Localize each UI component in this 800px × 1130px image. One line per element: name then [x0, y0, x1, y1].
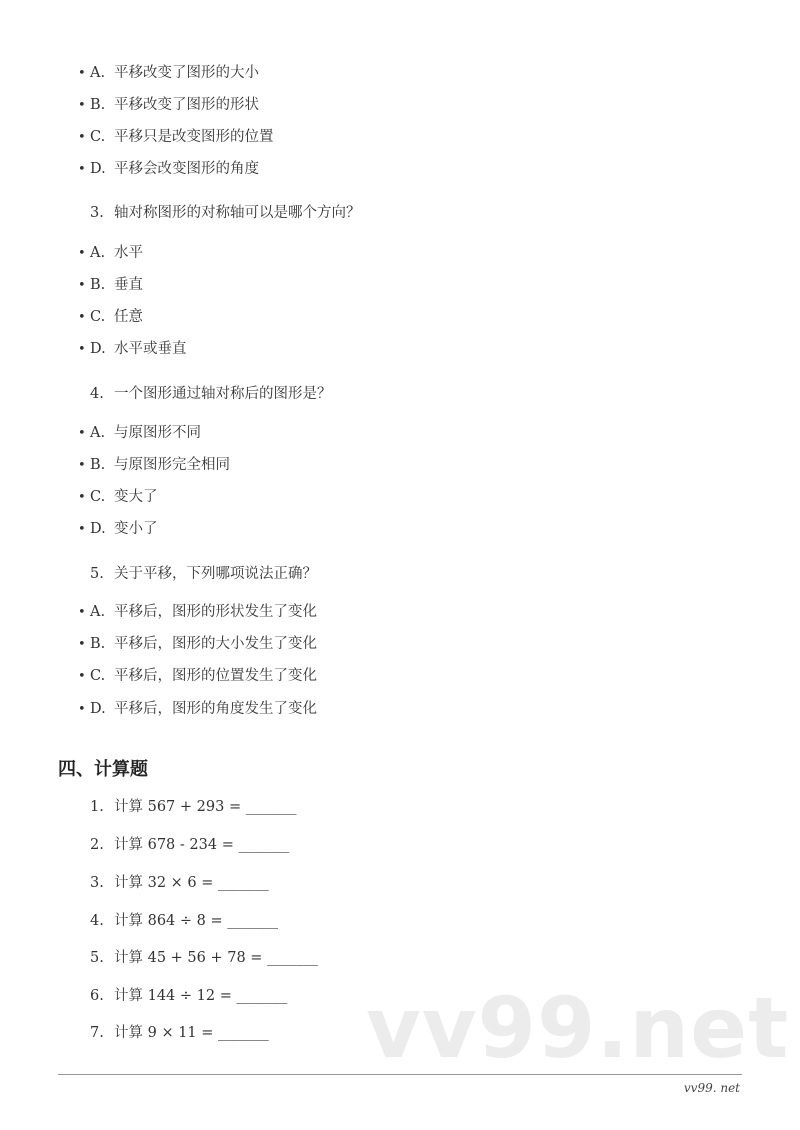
option-text: 水平或垂直 — [114, 341, 187, 357]
option-text: 平移后，图形的形状发生了变化 — [114, 604, 317, 620]
option-item — [78, 486, 158, 508]
calc-text: 计算 678 - 234 = _______ — [114, 837, 290, 853]
bullet-icon: • — [78, 342, 86, 357]
footer-divider — [58, 1074, 742, 1075]
option-item — [78, 274, 143, 296]
calc-number: 3. — [90, 875, 104, 891]
option-text: 水平 — [114, 245, 143, 261]
bullet-icon: • — [78, 637, 86, 652]
question-3 — [90, 202, 361, 224]
option-item — [78, 94, 259, 116]
calc-item — [90, 834, 289, 856]
option-item — [78, 158, 259, 180]
option-item — [78, 698, 317, 720]
calc-item — [90, 1022, 269, 1044]
option-text: 平移改变了图形的形状 — [114, 97, 259, 113]
option-item — [78, 338, 187, 360]
option-letter: A. — [90, 604, 106, 620]
question-5 — [90, 563, 317, 585]
bullet-icon: • — [78, 522, 86, 537]
bullet-icon: • — [78, 310, 86, 325]
footer-site-label: vv99. net — [683, 1081, 740, 1095]
calc-number: 5. — [90, 950, 104, 966]
calc-number: 2. — [90, 837, 104, 853]
calc-text: 计算 864 ÷ 8 = _______ — [114, 913, 278, 929]
option-letter: D. — [90, 161, 106, 177]
bullet-icon: • — [78, 490, 86, 505]
option-letter: B. — [90, 636, 106, 652]
option-text: 平移只是改变图形的位置 — [114, 129, 274, 145]
bullet-icon: • — [78, 246, 86, 261]
option-text: 与原图形完全相同 — [114, 457, 230, 473]
option-item — [78, 665, 317, 687]
calc-text: 计算 32 × 6 = _______ — [114, 875, 269, 891]
option-letter: C. — [90, 309, 106, 325]
option-letter: B. — [90, 277, 106, 293]
calc-number: 1. — [90, 799, 104, 815]
option-item — [78, 422, 201, 444]
option-letter: B. — [90, 97, 106, 113]
section-title: 四、计算题 — [58, 759, 148, 780]
option-text: 平移后，图形的大小发生了变化 — [114, 636, 317, 652]
bullet-icon: • — [78, 98, 86, 113]
calc-text: 计算 567 + 293 = _______ — [114, 799, 297, 815]
option-text: 平移会改变图形的角度 — [114, 161, 259, 177]
question-4 — [90, 383, 332, 405]
option-item — [78, 126, 274, 148]
option-letter: D. — [90, 341, 106, 357]
calc-item — [90, 947, 318, 969]
option-text: 平移后，图形的位置发生了变化 — [114, 668, 317, 684]
calc-item — [90, 910, 278, 932]
option-item — [78, 62, 259, 84]
question-number: 4. — [90, 386, 104, 402]
calc-item — [90, 872, 269, 894]
bullet-icon: • — [78, 426, 86, 441]
question-text: 一个图形通过轴对称后的图形是？ — [114, 386, 332, 402]
option-text: 变大了 — [114, 489, 158, 505]
bullet-icon: • — [78, 66, 86, 81]
option-item — [78, 601, 317, 623]
option-letter: C. — [90, 668, 106, 684]
calc-number: 6. — [90, 988, 104, 1004]
option-text: 变小了 — [114, 521, 158, 537]
option-letter: A. — [90, 425, 106, 441]
option-letter: A. — [90, 65, 106, 81]
watermark: vv99.net — [366, 979, 790, 1077]
calc-text: 计算 144 ÷ 12 = _______ — [114, 988, 288, 1004]
option-text: 平移后，图形的角度发生了变化 — [114, 701, 317, 717]
option-letter: B. — [90, 457, 106, 473]
bullet-icon: • — [78, 669, 86, 684]
question-number: 3. — [90, 205, 104, 221]
option-item — [78, 242, 143, 264]
bullet-icon: • — [78, 605, 86, 620]
option-text: 任意 — [114, 309, 143, 325]
bullet-icon: • — [78, 278, 86, 293]
option-text: 垂直 — [114, 277, 143, 293]
option-item — [78, 306, 143, 328]
option-letter: D. — [90, 521, 106, 537]
bullet-icon: • — [78, 162, 86, 177]
calc-item — [90, 796, 296, 818]
calc-text: 计算 9 × 11 = _______ — [114, 1025, 269, 1041]
question-text: 轴对称图形的对称轴可以是哪个方向？ — [114, 205, 361, 221]
question-text: 关于平移，下列哪项说法正确？ — [114, 566, 317, 582]
bullet-icon: • — [78, 702, 86, 717]
option-letter: D. — [90, 701, 106, 717]
calc-item — [90, 985, 287, 1007]
calc-number: 7. — [90, 1025, 104, 1041]
option-text: 平移改变了图形的大小 — [114, 65, 259, 81]
calc-number: 4. — [90, 913, 104, 929]
option-item — [78, 518, 158, 540]
option-item — [78, 633, 317, 655]
bullet-icon: • — [78, 458, 86, 473]
bullet-icon: • — [78, 130, 86, 145]
option-letter: C. — [90, 129, 106, 145]
question-number: 5. — [90, 566, 104, 582]
option-item — [78, 454, 230, 476]
calc-text: 计算 45 + 56 + 78 = _______ — [114, 950, 318, 966]
option-letter: A. — [90, 245, 106, 261]
option-text: 与原图形不同 — [114, 425, 201, 441]
option-letter: C. — [90, 489, 106, 505]
